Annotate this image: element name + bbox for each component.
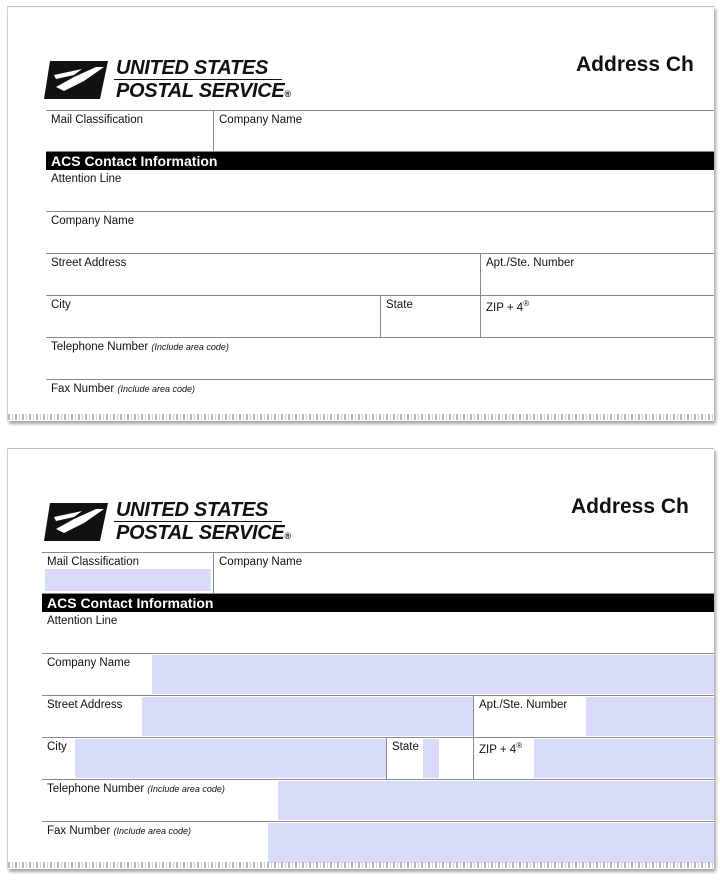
apt-ste-label: Apt./Ste. Number [479, 699, 568, 711]
apt-ste-cell[interactable] [480, 254, 714, 295]
city-label: City [51, 299, 71, 311]
form-page-highlighted [7, 448, 714, 869]
company-name-field[interactable] [42, 654, 714, 695]
section-header-acs: ACS Contact Information [46, 152, 714, 170]
company-name-top-cell[interactable] [213, 111, 714, 151]
attention-line-field[interactable] [42, 612, 714, 653]
mail-classification-cell[interactable] [46, 111, 213, 151]
zip-input[interactable] [534, 739, 714, 778]
street-address-label: Street Address [51, 257, 127, 269]
city-field[interactable] [42, 738, 386, 779]
usps-logo [44, 499, 304, 549]
form-row-street [42, 696, 714, 738]
apt-ste-input[interactable] [586, 697, 714, 736]
street-address-cell[interactable] [46, 254, 480, 295]
company-name-top-label: Company Name [219, 114, 303, 126]
zip-label: ZIP + 4® [486, 299, 530, 314]
company-name-label: Company Name [51, 215, 135, 227]
state-cell[interactable] [380, 296, 481, 337]
fax-input[interactable] [268, 823, 714, 863]
form-row-company [46, 212, 714, 254]
telephone-field[interactable] [42, 780, 714, 821]
apt-ste-label: Apt./Ste. Number [486, 257, 575, 269]
form-row-classification [42, 552, 714, 594]
fine-print [8, 414, 714, 420]
fax-field[interactable] [42, 822, 714, 863]
form-row-city [46, 296, 714, 338]
attention-line-cell[interactable] [46, 170, 714, 211]
state-label: State [392, 741, 419, 753]
attention-line-label: Attention Line [47, 615, 118, 627]
fax-label: Fax Number (Include area code) [47, 825, 192, 837]
fine-print [8, 862, 714, 868]
street-address-input[interactable] [142, 697, 473, 736]
form-row-attention [46, 170, 714, 212]
form-row-company [42, 654, 714, 696]
form-row-city [42, 738, 714, 780]
form-row-telephone [46, 338, 714, 380]
apt-ste-field[interactable] [473, 696, 714, 737]
city-cell[interactable] [46, 296, 380, 337]
telephone-cell[interactable] [46, 338, 714, 379]
mail-classification-field[interactable] [42, 553, 213, 593]
city-label: City [47, 741, 67, 753]
section-header-acs: ACS Contact Information [42, 594, 714, 612]
form-page-plain [7, 6, 714, 421]
attention-line-label: Attention Line [51, 173, 122, 185]
telephone-label: Telephone Number (Include area code) [47, 783, 225, 795]
zip-label: ZIP + 4® [479, 741, 523, 756]
telephone-label: Telephone Number (Include area code) [51, 341, 229, 353]
address-form [42, 552, 714, 863]
usps-logo [44, 57, 304, 107]
form-row-telephone [42, 780, 714, 822]
form-row-fax [42, 822, 714, 863]
document-title: Address Ch [576, 53, 694, 76]
eagle-icon [44, 499, 110, 543]
fax-label: Fax Number (Include area code) [51, 383, 196, 395]
company-name-top-label: Company Name [219, 556, 303, 568]
form-row-classification [46, 110, 714, 152]
street-address-field[interactable] [42, 696, 473, 737]
street-address-label: Street Address [47, 699, 123, 711]
company-name-input[interactable] [152, 655, 714, 694]
telephone-input[interactable] [278, 781, 714, 820]
state-label: State [386, 299, 413, 311]
state-input[interactable] [423, 739, 439, 778]
form-row-attention [42, 612, 714, 654]
state-field[interactable] [386, 738, 474, 779]
mail-classification-label: Mail Classification [47, 556, 140, 568]
form-row-street [46, 254, 714, 296]
zip-field[interactable] [473, 738, 714, 779]
address-form [46, 110, 714, 421]
company-name-cell[interactable] [46, 212, 714, 253]
usps-wordmark: UNITED STATES POSTAL SERVICE® [116, 499, 291, 544]
company-name-top-field[interactable] [213, 553, 714, 593]
eagle-icon [44, 57, 110, 101]
document-title: Address Ch [571, 495, 689, 518]
mail-classification-label: Mail Classification [51, 114, 144, 126]
company-name-label: Company Name [47, 657, 131, 669]
city-input[interactable] [75, 739, 386, 778]
usps-wordmark: UNITED STATES POSTAL SERVICE® [116, 57, 291, 102]
mail-classification-input[interactable] [45, 569, 211, 591]
zip-cell[interactable] [480, 296, 714, 337]
